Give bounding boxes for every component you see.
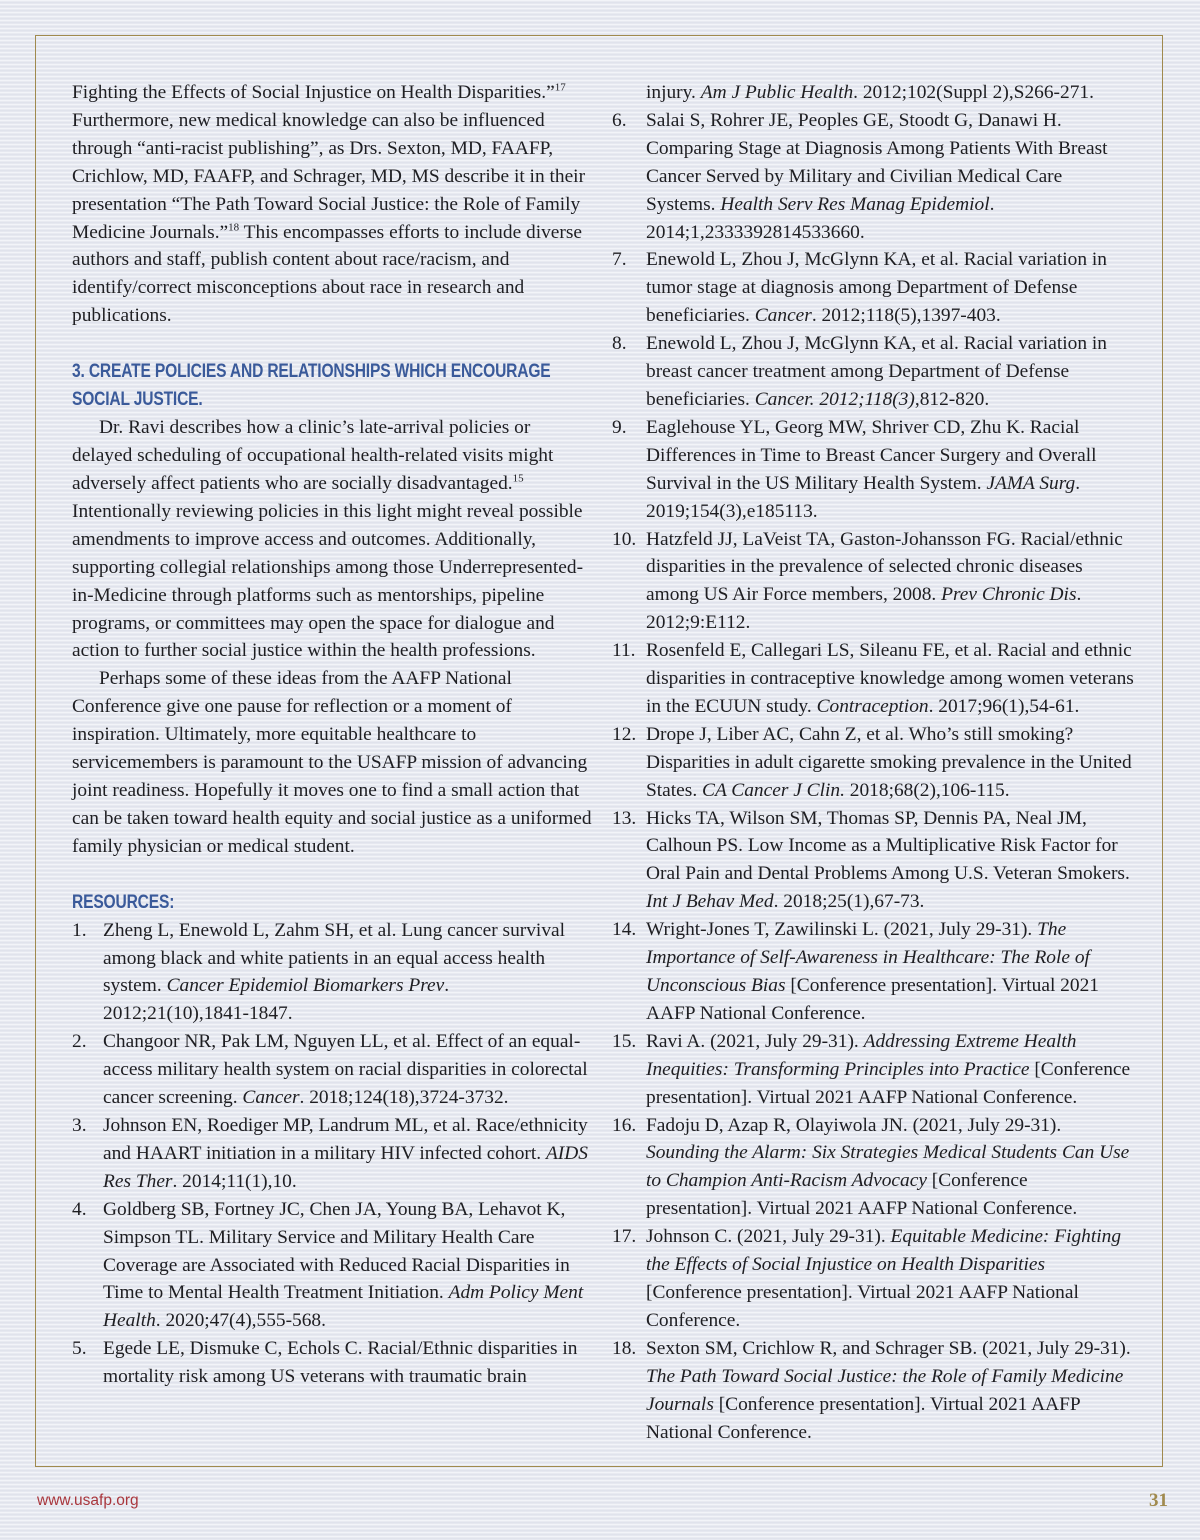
- reference-text: Sexton SM, Crichlow R, and Schrager SB. (2021, July 29-31). The Path Toward Social Justice: the Role of Family Medicine Journals [Conference presentation]. Virtual 2021 AAFP National Conference.: [646, 1337, 1131, 1443]
- reference-number: 5.: [72, 1338, 87, 1360]
- reference-text: Goldberg SB, Fortney JC, Chen JA, Young BA, Lehavot K, Simpson TL. Military Service and Military Health Care Coverage are Associated with Reduced Racial Disparities in Time to Mental Health Treatment Initiation. Adm Policy Ment Health. 2020;47(4),555-568.: [103, 1198, 584, 1332]
- reference-journal: The Path Toward Social Justice: the Role of Family Medicine Journals: [646, 1365, 1124, 1415]
- reference-item: [72, 917, 594, 1029]
- reference-number: 18.: [612, 1337, 637, 1359]
- paragraph-intro: Fighting the Effects of Social Injustice on Health Disparities.”$^{17}$ Furthermore, new medical knowledge can also be influenced through “anti-racist publishing”, as Drs. Sexton, MD, FAAFP, Crichlow, MD, FAAFP, and Schrager, MD, MS describe it in their presentation “The Path Toward Social Justice: the Role of Family Medicine Journals.”$^{18}$ This encompasses efforts to include diverse authors and staff, publish content about race/racism, and identify/correct misconceptions about race in research and publications.: [72, 81, 586, 327]
- reference-item: [612, 721, 1134, 805]
- reference-list-right: [612, 107, 1134, 1447]
- reference-number: 6.: [612, 109, 627, 131]
- reference-number: 12.: [612, 723, 637, 745]
- reference-item: [612, 526, 1134, 638]
- reference-text: Johnson EN, Roediger MP, Landrum ML, et al. Race/ethnicity and HAART initiation in a military HIV infected cohort. AIDS Res Ther. 2014;11(1),10.: [103, 1115, 588, 1192]
- reference-text: Zheng L, Enewold L, Zahm SH, et al. Lung cancer survival among black and white patients in an equal access health system. Cancer Epidemiol Biomarkers Prev. 2012;21(10),1841-1847.: [103, 919, 566, 1025]
- reference-number: 13.: [612, 807, 637, 829]
- reference-item: [612, 1112, 1134, 1224]
- reference-journal: CA Cancer J Clin.: [702, 779, 845, 801]
- reference-journal: The Importance of Self-Awareness in Healthcare: The Role of Unconscious Bias: [646, 919, 1090, 996]
- right-column: [612, 79, 1134, 1446]
- paragraph-conclusion: Perhaps some of these ideas from the AAFP National Conference give one pause for reflection or a moment of inspiration. Ultimately, more equitable healthcare to servicemembers is paramount to the USAFP mission of advancing joint readiness. Hopefully it moves one to find a small action that can be taken toward health equity and social justice as a uniformed family physician or medical student.: [72, 668, 592, 857]
- reference-journal: AIDS Res Ther: [103, 1142, 588, 1192]
- reference-journal: Health Serv Res Manag Epidemiol: [720, 193, 990, 215]
- resources-heading: RESOURCES:: [72, 891, 175, 913]
- reference-journal: Addressing Extreme Health Inequities: Transforming Principles into Practice: [646, 1030, 1077, 1080]
- reference-journal: JAMA Surg: [986, 472, 1076, 494]
- reference-number: 17.: [612, 1226, 637, 1248]
- reference-journal: Adm Policy Ment Health: [103, 1282, 584, 1332]
- left-column: [72, 79, 594, 1391]
- reference-journal: Cancer: [754, 305, 812, 327]
- reference-list-left: [72, 917, 594, 1391]
- reference-item: [612, 1028, 1134, 1112]
- reference-text: Enewold L, Zhou J, McGlynn KA, et al. Racial variation in breast cancer treatment among Department of Defense beneficiaries. Cancer. 2012;118(3),812-820.: [646, 333, 1107, 410]
- reference-text: Ravi A. (2021, July 29-31). Addressing Extreme Health Inequities: Transforming Principles into Practice [Conference presentation]. Virtual 2021 AAFP National Conference.: [646, 1030, 1131, 1108]
- reference-number: 9.: [612, 416, 627, 438]
- paragraph-policies: Dr. Ravi describes how a clinic’s late-arrival policies or delayed scheduling of occupational health-related visits might adversely affect patients who are socially disadvantaged.$^{15}$ Intentionally reviewing policies in this light might reveal possible amendments to improve access and outcomes. Additionally, supporting collegial relationships among those Underrepresented-in-Medicine through platforms such as mentorships, pipeline programs, or committees may open the space for dialogue and action to further social justice within the health professions.: [72, 417, 584, 662]
- reference-number: 10.: [612, 528, 637, 550]
- reference-journal: Sounding the Alarm: Six Strategies Medical Students Can Use to Champion Anti-Racism Advocacy: [646, 1142, 1130, 1192]
- reference-continuation: injury. Am J Public Health. 2012;102(Suppl 2),S266-271.: [646, 82, 1094, 103]
- reference-number: 7.: [612, 249, 627, 271]
- reference-number: 11.: [612, 640, 636, 662]
- reference-item: [612, 916, 1134, 1028]
- reference-number: 1.: [72, 919, 87, 941]
- reference-item: [612, 637, 1134, 721]
- reference-number: 3.: [72, 1115, 87, 1136]
- reference-number: 2.: [72, 1031, 87, 1053]
- reference-text: Fadoju D, Azap R, Olayiwola JN. (2021, July 29-31). Sounding the Alarm: Six Strategies Medical Students Can Use to Champion Anti-Racism Advocacy [Conference presentation]. Virtual 2021 AAFP National Conference.: [646, 1114, 1130, 1220]
- reference-item: [72, 1028, 594, 1112]
- page-number: 31: [1149, 1490, 1168, 1511]
- reference-item: [72, 1196, 594, 1336]
- reference-number: 4.: [72, 1198, 87, 1220]
- reference-journal: Contraception: [816, 695, 929, 717]
- reference-journal: Int J Behav Med: [646, 891, 774, 913]
- footer-website-link[interactable]: www.usafp.org: [37, 1492, 139, 1509]
- reference-number: 16.: [612, 1114, 637, 1136]
- reference-number: 14.: [612, 919, 637, 941]
- reference-text: Eaglehouse YL, Georg MW, Shriver CD, Zhu K. Racial Differences in Time to Breast Cancer Surgery and Overall Survival in the US Military Health System. JAMA Surg. 2019;154(3),e185113.: [646, 416, 1097, 522]
- reference-number: 8.: [612, 333, 627, 355]
- reference-item: [612, 805, 1134, 917]
- reference-text: Johnson C. (2021, July 29-31). Equitable Medicine: Fighting the Effects of Social Injustice on Health Disparities [Conference presentation]. Virtual 2021 AAFP National Conference.: [646, 1226, 1122, 1331]
- reference-text: Rosenfeld E, Callegari LS, Sileanu FE, et al. Racial and ethnic disparities in contraceptive knowledge among women veterans in the ECUUN study. Contraception. 2017;96(1),54-61.: [646, 640, 1134, 717]
- reference-text: Hatzfeld JJ, LaVeist TA, Gaston-Johansson FG. Racial/ethnic disparities in the prevalence of selected chronic diseases among US Air Force members, 2008. Prev Chronic Dis. 2012;9:E112.: [646, 528, 1123, 634]
- reference-text: Egede LE, Dismuke C, Echols C. Racial/Ethnic disparities in mortality risk among US veterans with traumatic brain: [103, 1338, 578, 1388]
- reference-text: Enewold L, Zhou J, McGlynn KA, et al. Racial variation in tumor stage at diagnosis among Department of Defense beneficiaries. Cancer. 2012;118(5),1397-403.: [646, 249, 1107, 327]
- reference-item: [72, 1112, 594, 1196]
- reference-journal: Equitable Medicine: Fighting the Effects of Social Injustice on Health Disparities: [646, 1226, 1122, 1276]
- reference-text: Changoor NR, Pak LM, Nguyen LL, et al. Effect of an equal-access military health system on racial disparities in colorectal cancer screening. Cancer. 2018;124(18),3724-3732.: [103, 1031, 588, 1109]
- reference-text: Drope J, Liber AC, Cahn Z, et al. Who’s still smoking? Disparities in adult cigarette smoking prevalence in the United States. CA Cancer J Clin. 2018;68(2),106-115.: [646, 723, 1132, 801]
- reference-item: [612, 414, 1134, 526]
- reference-number: 15.: [612, 1030, 637, 1052]
- reference-text: Salai S, Rohrer JE, Peoples GE, Stoodt G, Danawi H. Comparing Stage at Diagnosis Among Patients With Breast Cancer Served by Military and Civilian Medical Care Systems. Health Serv Res Manag Epidemiol. 2014;1,2333392814533660.: [646, 109, 1108, 243]
- reference-item: [612, 330, 1134, 414]
- reference-item: [72, 1335, 594, 1391]
- reference-text: Hicks TA, Wilson SM, Thomas SP, Dennis PA, Neal JM, Calhoun PS. Low Income as a Multiplicative Risk Factor for Oral Pain and Dental Problems Among U.S. Veteran Smokers. Int J Behav Med. 2018;25(1),67-73.: [646, 807, 1130, 913]
- reference-journal: Prev Chronic Dis: [941, 584, 1077, 606]
- reference-text: Wright-Jones T, Zawilinski L. (2021, July 29-31). The Importance of Self-Awareness in Healthcare: The Role of Unconscious Bias [Conference presentation]. Virtual 2021 AAFP National Conference.: [646, 919, 1099, 1024]
- reference-journal: Cancer. 2012;118(3): [754, 388, 915, 410]
- reference-item: [612, 246, 1134, 330]
- reference-journal: Cancer: [242, 1087, 300, 1109]
- reference-item: [612, 1223, 1134, 1335]
- section-heading-policies: 3. CREATE POLICIES AND RELATIONSHIPS WHICH ENCOURAGE SOCIAL JUSTICE.: [72, 361, 551, 411]
- reference-journal: Cancer Epidemiol Biomarkers Prev: [166, 975, 445, 997]
- reference-item: [612, 1335, 1134, 1447]
- reference-item: [612, 107, 1134, 247]
